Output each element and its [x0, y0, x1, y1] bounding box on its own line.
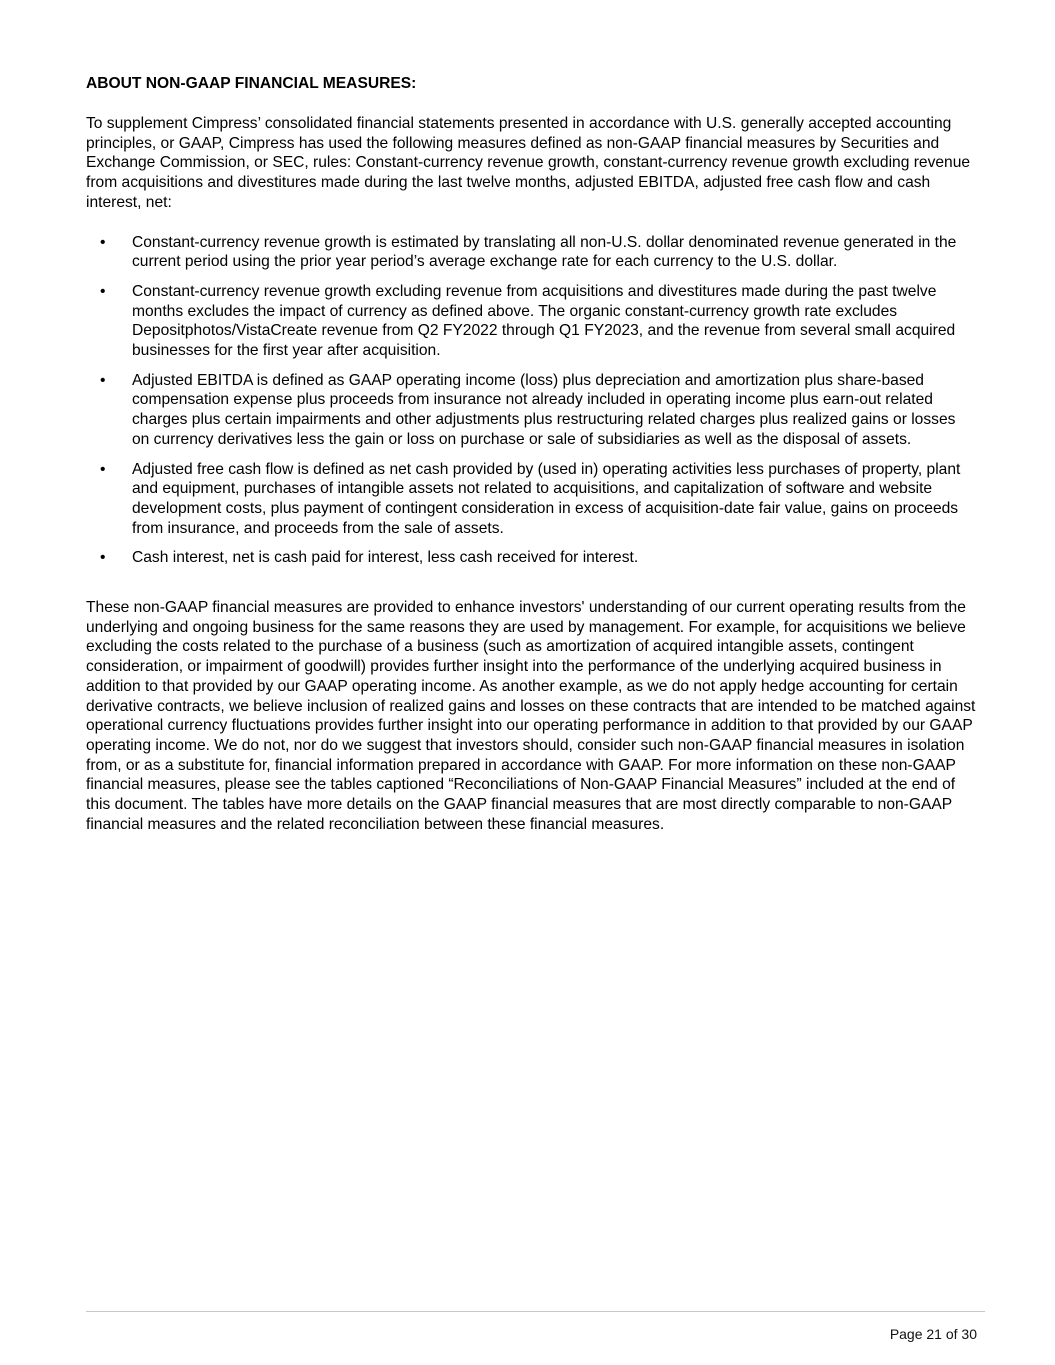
section-heading: ABOUT NON-GAAP FINANCIAL MEASURES:	[86, 75, 417, 92]
list-item	[86, 233, 976, 272]
bullet-icon: •	[100, 549, 106, 567]
list-item-text: Cash interest, net is cash paid for interest, less cash received for interest.	[132, 549, 639, 567]
measures-list	[86, 233, 976, 569]
list-item	[86, 282, 976, 361]
footer-divider	[86, 1311, 985, 1312]
list-item-text: Adjusted EBITDA is defined as GAAP operating income (loss) plus depreciation and amortization plus share-based compensation expense plus proceeds from insurance not already included in operating income plus earn-out related charges plus certain impairments and other adjustments plus restructuring related charges plus realized gains or losses on currency derivatives less the gain or loss on purchase or sale of subsidiaries as well as the disposal of assets.	[132, 371, 956, 448]
list-item-text: Constant-currency revenue growth excluding revenue from acquisitions and divestitures made during the past twelve months excludes the impact of currency as defined above. The organic constant-currency growth rate excludes Depositphotos/VistaCreate revenue from Q2 FY2022 through Q1 FY2023, and the revenue from several small acquired businesses for the first year after acquisition.	[132, 282, 956, 360]
list-item	[86, 460, 976, 539]
bullet-icon: •	[100, 460, 106, 478]
bullet-icon: •	[100, 233, 106, 251]
bullet-icon: •	[100, 282, 106, 300]
list-item-text: Adjusted free cash flow is defined as net cash provided by (used in) operating activities less purchases of property, plant and equipment, purchases of intangible assets not related to acquisitions, and capitalization of software and website development costs, plus payment of contingent consideration in excess of acquisition-date fair value, gains on proceeds from insurance, and proceeds from the sale of assets.	[132, 460, 961, 537]
list-item-text: Constant-currency revenue growth is estimated by translating all non-U.S. dollar denominated revenue generated in the current period using the prior year period’s average exchange rate for each currency to the U.S. dollar.	[132, 233, 957, 271]
closing-paragraph: These non-GAAP financial measures are provided to enhance investors' understanding of our current operating results from the underlying and ongoing business for the same reasons they are used by management. For example, for acquisitions we believe excluding the costs related to the purchase of a business (such as amortization of acquired intangible assets, contingent consideration, or impairment of goodwill) provides further insight into the performance of the underlying acquired business in addition to that provided by our GAAP operating income. As another example, as we do not apply hedge accounting for certain derivative contracts, we believe inclusion of realized gains and losses on these contracts that are intended to be matched against operational currency fluctuations provides further insight into our operating performance in addition to that provided by our GAAP operating income. We do not, nor do we suggest that investors should, consider such non-GAAP financial measures in isolation from, or as a substitute for, financial information prepared in accordance with GAAP. For more information on these non-GAAP financial measures, please see the tables captioned “Reconciliations of Non-GAAP Financial Measures” included at the end of this document. The tables have more details on the GAAP financial measures that are most directly comparable to non-GAAP financial measures and the related reconciliation between these financial measures.	[86, 599, 976, 833]
intro-paragraph: To supplement Cimpress’ consolidated financial statements presented in accordance with U.S. generally accepted accounting principles, or GAAP, Cimpress has used the following measures defined as non-GAAP financial measures by Securities and Exchange Commission, or SEC, rules: Constant-currency revenue growth, constant-currency revenue growth excluding revenue from acquisitions and divestitures made during the last twelve months, adjusted EBITDA, adjusted free cash flow and cash interest, net:	[86, 115, 971, 211]
list-item	[86, 548, 976, 568]
bullet-icon: •	[100, 371, 106, 389]
page-number: Page 21 of 30	[889, 1326, 977, 1342]
list-item	[86, 371, 976, 450]
document-body	[86, 74, 976, 835]
